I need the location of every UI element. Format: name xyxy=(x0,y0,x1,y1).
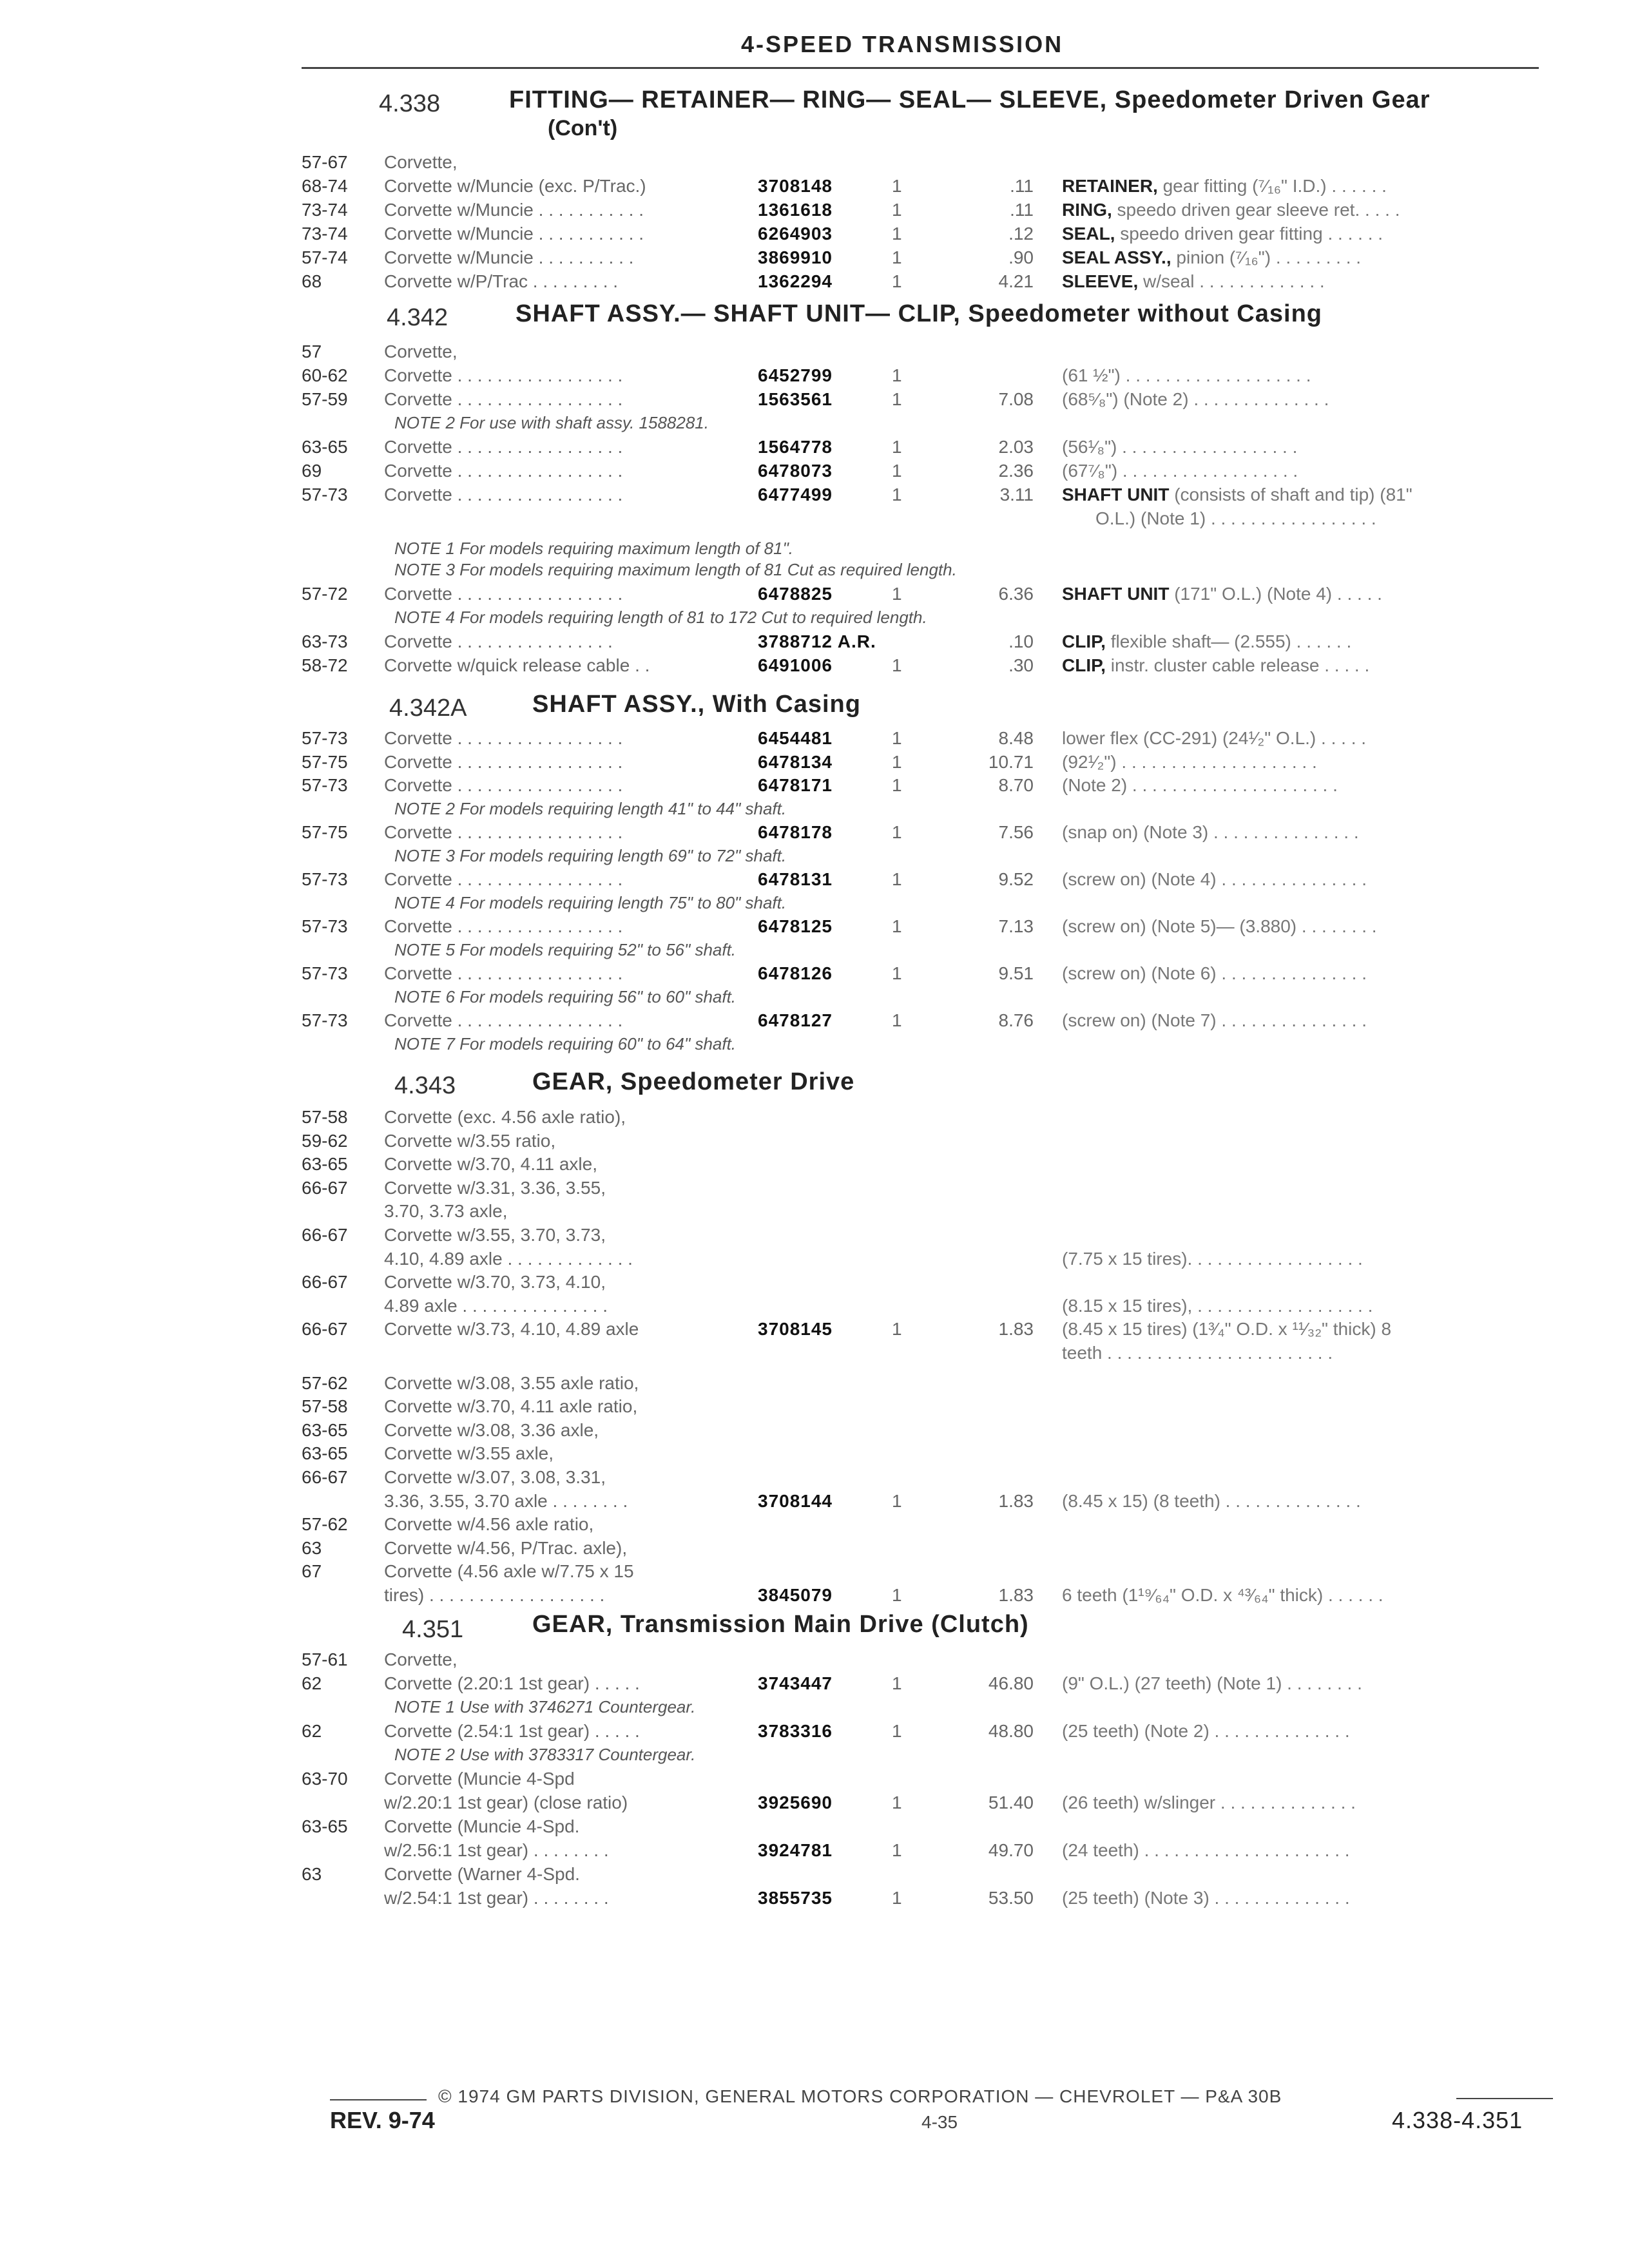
row-model: 3.36, 3.55, 3.70 axle . . . . . . . . xyxy=(384,1490,628,1511)
row-model: Corvette (Warner 4-Spd. xyxy=(384,1864,580,1884)
row-model: Corvette w/Muncie . . . . . . . . . . xyxy=(384,247,634,267)
section-number-4351: 4.351 xyxy=(402,1616,464,1643)
row-price: 7.13 xyxy=(998,916,1034,936)
row-description: (56¹⁄₈") . . . . . . . . . . . . . . . . . . xyxy=(1062,437,1298,457)
row-year: 63-65 xyxy=(302,1816,348,1836)
row-quantity: 1 xyxy=(892,1888,902,1908)
table-row xyxy=(0,1561,1629,1584)
row-part-number: 6478126 xyxy=(758,963,833,983)
row-price: 8.48 xyxy=(998,728,1034,748)
row-year: 57-75 xyxy=(302,822,348,842)
row-model: Corvette w/Muncie (exc. P/Trac.) xyxy=(384,176,646,196)
row-part-number: 3788712 A.R. xyxy=(758,631,876,651)
table-row xyxy=(0,1585,1629,1608)
row-part-number: 3925690 xyxy=(758,1792,833,1812)
row-quantity: 1 xyxy=(892,461,902,481)
row-quantity: 1 xyxy=(892,1840,902,1860)
row-year: 66-67 xyxy=(302,1225,348,1245)
row-year: 66-67 xyxy=(302,1272,348,1293)
table-row xyxy=(0,775,1629,798)
row-model: Corvette . . . . . . . . . . . . . . . . . xyxy=(384,1010,623,1030)
row-description: (24 teeth) . . . . . . . . . . . . . . . . . . . . . xyxy=(1062,1840,1350,1860)
row-model: Corvette . . . . . . . . . . . . . . . . . xyxy=(384,485,623,505)
footer-rule-right xyxy=(1456,2098,1553,2099)
table-row xyxy=(0,1673,1629,1696)
table-row xyxy=(0,1491,1629,1514)
row-quantity: 1 xyxy=(892,655,902,675)
row-part-number: 6478073 xyxy=(758,461,833,481)
row-model: Corvette (Muncie 4-Spd xyxy=(384,1769,575,1789)
row-quantity: 1 xyxy=(892,1490,902,1511)
table-row xyxy=(0,1649,1629,1673)
row-quantity: 1 xyxy=(892,869,902,889)
section-number-4338: 4.338 xyxy=(379,90,441,117)
row-description: (screw on) (Note 4) . . . . . . . . . . . . . . . xyxy=(1062,869,1367,889)
row-year: 62 xyxy=(302,1673,322,1693)
row-model: Corvette . . . . . . . . . . . . . . . . . xyxy=(384,751,623,772)
table-row xyxy=(0,1840,1629,1863)
row-year: 57 xyxy=(302,341,322,361)
table-row xyxy=(0,1721,1629,1744)
row-model: Corvette w/3.55 axle, xyxy=(384,1443,554,1464)
row-price: 9.51 xyxy=(998,963,1034,983)
note-text: NOTE 1 For models requiring maximum length of 81". xyxy=(394,539,794,558)
row-price: 51.40 xyxy=(988,1792,1034,1812)
table-row xyxy=(0,485,1629,508)
row-price: 46.80 xyxy=(988,1673,1034,1693)
row-model: 4.10, 4.89 axle . . . . . . . . . . . . . xyxy=(384,1248,633,1269)
row-price: .90 xyxy=(1008,247,1034,267)
row-quantity: 1 xyxy=(892,365,902,385)
row-description: (26 teeth) w/slinger . . . . . . . . . . . . . . xyxy=(1062,1792,1356,1812)
section-number-4343: 4.343 xyxy=(394,1072,456,1099)
row-quantity: 1 xyxy=(892,1010,902,1030)
row-model: Corvette (2.20:1 1st gear) . . . . . xyxy=(384,1673,640,1693)
row-model: Corvette w/4.56, P/Trac. axle), xyxy=(384,1537,628,1558)
row-description: RING, speedo driven gear sleeve ret. . . . . xyxy=(1062,200,1400,220)
table-row xyxy=(0,1420,1629,1443)
row-quantity: 1 xyxy=(892,775,902,795)
row-quantity: 1 xyxy=(892,176,902,196)
row-model: Corvette w/3.08, 3.36 axle, xyxy=(384,1419,599,1440)
row-description: (92¹⁄₂") . . . . . . . . . . . . . . . . . . . . xyxy=(1062,751,1317,772)
table-row xyxy=(0,152,1629,175)
row-part-number: 6478171 xyxy=(758,775,833,795)
row-price: 8.70 xyxy=(998,775,1034,795)
row-quantity: 1 xyxy=(892,200,902,220)
row-description: SEAL ASSY., pinion (⁷⁄₁₆") . . . . . . . . . xyxy=(1062,247,1362,267)
row-year: 63-70 xyxy=(302,1769,348,1789)
row-model: Corvette w/3.70, 3.73, 4.10, xyxy=(384,1272,606,1293)
row-model: Corvette (4.56 axle w/7.75 x 15 xyxy=(384,1561,634,1582)
row-year: 66-67 xyxy=(302,1467,348,1487)
row-part-number: 3708148 xyxy=(758,176,833,196)
row-part-number: 3708144 xyxy=(758,1490,833,1511)
row-description: (8.15 x 15 tires), . . . . . . . . . . . . . . . . . . xyxy=(1062,1295,1373,1316)
row-price: 10.71 xyxy=(988,751,1034,772)
table-row xyxy=(0,916,1629,939)
row-price: 4.21 xyxy=(998,271,1034,291)
row-price: 8.76 xyxy=(998,1010,1034,1030)
row-model: Corvette . . . . . . . . . . . . . . . . xyxy=(384,631,613,651)
row-part-number: 3708145 xyxy=(758,1319,833,1340)
row-year: 57-62 xyxy=(302,1372,348,1393)
row-part-number: 6264903 xyxy=(758,224,833,244)
row-price: 49.70 xyxy=(988,1840,1034,1860)
section-title-4351: GEAR, Transmission Main Drive (Clutch) xyxy=(532,1611,1029,1638)
table-row xyxy=(0,963,1629,986)
row-price: 7.56 xyxy=(998,822,1034,842)
table-row xyxy=(0,1443,1629,1466)
row-year: 66-67 xyxy=(302,1177,348,1198)
row-year: 57-73 xyxy=(302,728,348,748)
note-text: NOTE 3 For models requiring maximum length of 81 Cut as required length. xyxy=(394,560,957,579)
row-description: CLIP, instr. cluster cable release . . . . . xyxy=(1062,655,1370,675)
table-row xyxy=(0,1225,1629,1248)
row-description: (7.75 x 15 tires). . . . . . . . . . . . . . . . . . xyxy=(1062,1248,1363,1269)
row-year: 69 xyxy=(302,461,322,481)
row-model: Corvette . . . . . . . . . . . . . . . . . xyxy=(384,584,623,604)
table-row xyxy=(0,1319,1629,1342)
row-quantity: 1 xyxy=(892,1721,902,1741)
row-quantity: 1 xyxy=(892,1319,902,1340)
table-row xyxy=(0,869,1629,892)
table-row xyxy=(0,247,1629,271)
row-quantity: 1 xyxy=(892,437,902,457)
table-row xyxy=(0,1154,1629,1177)
row-quantity: 1 xyxy=(892,1673,902,1693)
row-part-number: 6478134 xyxy=(758,751,833,772)
row-description: (9" O.L.) (27 teeth) (Note 1) . . . . . . . . xyxy=(1062,1673,1362,1693)
table-row xyxy=(0,822,1629,845)
section-title-4342a: SHAFT ASSY., With Casing xyxy=(532,691,861,718)
row-year: 63-65 xyxy=(302,1419,348,1440)
row-description: CLIP, flexible shaft— (2.555) . . . . . . xyxy=(1062,631,1352,651)
section-number-4342: 4.342 xyxy=(387,304,448,331)
row-year: 57-73 xyxy=(302,775,348,795)
row-model: Corvette . . . . . . . . . . . . . . . . . xyxy=(384,461,623,481)
row-year: 63-65 xyxy=(302,1443,348,1464)
table-row xyxy=(0,1514,1629,1537)
table-row xyxy=(0,461,1629,484)
row-year: 57-59 xyxy=(302,389,348,409)
row-part-number: 1564778 xyxy=(758,437,833,457)
table-row xyxy=(0,1792,1629,1816)
row-quantity: 1 xyxy=(892,963,902,983)
row-year: 57-72 xyxy=(302,584,348,604)
table-row xyxy=(0,1816,1629,1840)
row-quantity: 1 xyxy=(892,822,902,842)
note-text: NOTE 3 For models requiring length 69" to 72" shaft. xyxy=(394,845,787,865)
footer-page-number: 4-35 xyxy=(921,2112,958,2132)
row-description: RETAINER, gear fitting (⁷⁄₁₆" I.D.) . . . . . . xyxy=(1062,176,1387,196)
row-description: (8.45 x 15) (8 teeth) . . . . . . . . . . . . . . xyxy=(1062,1490,1361,1511)
row-model: Corvette, xyxy=(384,341,458,361)
row-model: Corvette w/Muncie . . . . . . . . . . . xyxy=(384,200,644,220)
row-year: 63-65 xyxy=(302,1154,348,1175)
row-description: (25 teeth) (Note 3) . . . . . . . . . . . . . . xyxy=(1062,1888,1350,1908)
row-model: Corvette . . . . . . . . . . . . . . . . . xyxy=(384,822,623,842)
table-row xyxy=(0,1343,1629,1366)
row-model: Corvette (exc. 4.56 axle ratio), xyxy=(384,1107,626,1127)
row-description: 6 teeth (1¹⁹⁄₆₄" O.D. x ⁴³⁄₆₄" thick) . . . . . . xyxy=(1062,1585,1383,1605)
row-quantity: 1 xyxy=(892,485,902,505)
row-year: 57-73 xyxy=(302,963,348,983)
row-year: 73-74 xyxy=(302,224,348,244)
row-model: Corvette . . . . . . . . . . . . . . . . . xyxy=(384,437,623,457)
section-title-4338: FITTING— RETAINER— RING— SEAL— SLEEVE, Speedometer Driven Gear xyxy=(509,86,1431,113)
row-model: Corvette w/quick release cable . . xyxy=(384,655,650,675)
row-price: 1.83 xyxy=(998,1490,1034,1511)
row-model: Corvette w/3.07, 3.08, 3.31, xyxy=(384,1467,606,1487)
row-description: SEAL, speedo driven gear fitting . . . . . . xyxy=(1062,224,1383,244)
row-description: (snap on) (Note 3) . . . . . . . . . . . . . . . xyxy=(1062,822,1359,842)
row-price: 1.83 xyxy=(998,1585,1034,1605)
table-row xyxy=(0,200,1629,223)
row-part-number: 6491006 xyxy=(758,655,833,675)
row-price: 2.03 xyxy=(998,437,1034,457)
row-model: Corvette w/3.55, 3.70, 3.73, xyxy=(384,1225,606,1245)
row-model: Corvette (Muncie 4-Spd. xyxy=(384,1816,580,1836)
footer-section-range: 4.338-4.351 xyxy=(1392,2107,1523,2133)
row-description: (67⁷⁄₈") . . . . . . . . . . . . . . . . . . xyxy=(1062,461,1298,481)
table-row xyxy=(0,176,1629,199)
row-model: Corvette w/Muncie . . . . . . . . . . . xyxy=(384,224,644,244)
row-quantity: 1 xyxy=(892,247,902,267)
section-number-4342a: 4.342A xyxy=(389,695,467,722)
table-row xyxy=(0,1249,1629,1272)
row-price: .12 xyxy=(1008,224,1034,244)
row-description: (screw on) (Note 5)— (3.880) . . . . . . . . xyxy=(1062,916,1377,936)
row-price: 3.11 xyxy=(999,485,1034,505)
footer-revision: REV. 9-74 xyxy=(330,2107,435,2133)
table-row xyxy=(0,1178,1629,1201)
row-year: 60-62 xyxy=(302,365,348,385)
row-part-number: 6452799 xyxy=(758,365,833,385)
row-part-number: 3743447 xyxy=(758,1673,833,1693)
row-year: 67 xyxy=(302,1561,322,1582)
row-part-number: 6477499 xyxy=(758,485,833,505)
row-price: 2.36 xyxy=(998,461,1034,481)
row-model: Corvette . . . . . . . . . . . . . . . . . xyxy=(384,775,623,795)
row-model: Corvette, xyxy=(384,1649,458,1669)
row-part-number: 1362294 xyxy=(758,271,833,291)
row-description: (Note 2) . . . . . . . . . . . . . . . . . . . . . xyxy=(1062,775,1338,795)
row-year: 57-74 xyxy=(302,247,348,267)
row-part-number: 6478127 xyxy=(758,1010,833,1030)
row-description: O.L.) (Note 1) . . . . . . . . . . . . . . . . . xyxy=(1095,508,1376,528)
row-model: Corvette w/P/Trac . . . . . . . . . xyxy=(384,271,619,291)
row-year: 57-75 xyxy=(302,751,348,772)
row-part-number: 6478125 xyxy=(758,916,833,936)
note-text: NOTE 1 Use with 3746271 Countergear. xyxy=(394,1697,696,1716)
row-price: .11 xyxy=(1010,176,1034,196)
row-part-number: 1563561 xyxy=(758,389,833,409)
row-model: Corvette w/3.70, 4.11 axle ratio, xyxy=(384,1396,638,1417)
row-year: 57-61 xyxy=(302,1649,348,1669)
row-quantity: 1 xyxy=(892,1585,902,1605)
table-row xyxy=(0,728,1629,751)
row-model: 3.70, 3.73 axle, xyxy=(384,1201,508,1222)
table-row xyxy=(0,1467,1629,1490)
row-description: (25 teeth) (Note 2) . . . . . . . . . . . . . . xyxy=(1062,1721,1350,1741)
row-year: 57-62 xyxy=(302,1514,348,1535)
row-model: Corvette w/4.56 axle ratio, xyxy=(384,1514,594,1535)
row-price: 9.52 xyxy=(998,869,1034,889)
row-year: 57-73 xyxy=(302,916,348,936)
row-model: Corvette w/3.08, 3.55 axle ratio, xyxy=(384,1372,639,1393)
row-price: 7.08 xyxy=(998,389,1034,409)
row-model: Corvette . . . . . . . . . . . . . . . . . xyxy=(384,869,623,889)
row-description: (68⁵⁄₈") (Note 2) . . . . . . . . . . . . . . xyxy=(1062,389,1329,409)
row-model: Corvette w/3.55 ratio, xyxy=(384,1130,556,1151)
row-year: 58-72 xyxy=(302,655,348,675)
table-row xyxy=(0,584,1629,607)
row-model: 4.89 axle . . . . . . . . . . . . . . . xyxy=(384,1295,608,1316)
row-description: (screw on) (Note 7) . . . . . . . . . . . . . . . xyxy=(1062,1010,1367,1030)
row-description: (61 ½") . . . . . . . . . . . . . . . . . . . xyxy=(1062,365,1311,385)
row-part-number: 6478178 xyxy=(758,822,833,842)
row-year: 68-74 xyxy=(302,176,348,196)
table-row xyxy=(0,389,1629,412)
row-model: Corvette w/3.70, 4.11 axle, xyxy=(384,1154,597,1175)
note-text: NOTE 2 For models requiring length 41" to 44" shaft. xyxy=(394,798,787,818)
row-quantity: 1 xyxy=(892,916,902,936)
row-year: 57-73 xyxy=(302,485,348,505)
section-continued: (Con't) xyxy=(548,116,618,140)
table-row xyxy=(0,341,1629,365)
row-model: w/2.20:1 1st gear) (close ratio) xyxy=(384,1792,628,1812)
row-part-number: 3869910 xyxy=(758,247,833,267)
note-text: NOTE 6 For models requiring 56" to 60" shaft. xyxy=(394,986,737,1006)
row-price: 48.80 xyxy=(988,1721,1034,1741)
row-year: 57-58 xyxy=(302,1107,348,1127)
row-quantity: 1 xyxy=(892,389,902,409)
row-description: SHAFT UNIT (consists of shaft and tip) (81" xyxy=(1062,485,1412,505)
row-description: (screw on) (Note 6) . . . . . . . . . . . . . . . xyxy=(1062,963,1367,983)
row-price: 6.36 xyxy=(998,584,1034,604)
row-price: .10 xyxy=(1008,631,1034,651)
table-row xyxy=(0,1201,1629,1224)
footer-copyright: © 1974 GM PARTS DIVISION, GENERAL MOTORS CORPORATION — CHEVROLET — P&A 30B xyxy=(438,2086,1282,2106)
row-year: 57-73 xyxy=(302,1010,348,1030)
table-row xyxy=(0,631,1629,655)
row-part-number: 1361618 xyxy=(758,200,833,220)
row-model: w/2.54:1 1st gear) . . . . . . . . xyxy=(384,1888,609,1908)
row-part-number: 3924781 xyxy=(758,1840,833,1860)
row-year: 63-73 xyxy=(302,631,348,651)
row-quantity: 1 xyxy=(892,584,902,604)
table-row xyxy=(0,1864,1629,1887)
row-description: SLEEVE, w/seal . . . . . . . . . . . . . xyxy=(1062,271,1325,291)
section-title-4342: SHAFT ASSY.— SHAFT UNIT— CLIP, Speedometer without Casing xyxy=(516,300,1322,327)
row-year: 57-73 xyxy=(302,869,348,889)
row-model: Corvette . . . . . . . . . . . . . . . . . xyxy=(384,389,623,409)
table-row xyxy=(0,1888,1629,1911)
note-text: NOTE 2 Use with 3783317 Countergear. xyxy=(394,1745,696,1764)
row-description: SHAFT UNIT (171" O.L.) (Note 4) . . . . . xyxy=(1062,584,1382,604)
table-row xyxy=(0,365,1629,389)
header-rule xyxy=(302,67,1539,69)
table-row xyxy=(0,1010,1629,1033)
row-part-number: 6454481 xyxy=(758,728,833,748)
note-text: NOTE 4 For models requiring length of 81 to 172 Cut to required length. xyxy=(394,608,927,627)
row-model: Corvette . . . . . . . . . . . . . . . . . xyxy=(384,916,623,936)
note-text: NOTE 5 For models requiring 52" to 56" shaft. xyxy=(394,939,737,959)
table-row xyxy=(0,1373,1629,1396)
row-part-number: 6478131 xyxy=(758,869,833,889)
table-row xyxy=(0,752,1629,775)
row-year: 63-65 xyxy=(302,437,348,457)
row-model: Corvette . . . . . . . . . . . . . . . . . xyxy=(384,365,623,385)
row-description: lower flex (CC-291) (24¹⁄₂" O.L.) . . . . . xyxy=(1062,728,1367,748)
row-part-number: 6478825 xyxy=(758,584,833,604)
row-price: 1.83 xyxy=(998,1319,1034,1340)
row-year: 59-62 xyxy=(302,1130,348,1151)
row-model: Corvette w/3.73, 4.10, 4.89 axle xyxy=(384,1319,639,1340)
row-quantity: 1 xyxy=(892,728,902,748)
row-part-number: 3783316 xyxy=(758,1721,833,1741)
row-year: 66-67 xyxy=(302,1319,348,1340)
row-year: 68 xyxy=(302,271,322,291)
note-text: NOTE 7 For models requiring 60" to 64" shaft. xyxy=(394,1033,737,1053)
table-row xyxy=(0,1296,1629,1319)
row-year: 63 xyxy=(302,1864,322,1884)
row-quantity: 1 xyxy=(892,1792,902,1812)
row-quantity: 1 xyxy=(892,224,902,244)
note-text: NOTE 4 For models requiring length 75" to 80" shaft. xyxy=(394,892,787,912)
row-model: Corvette . . . . . . . . . . . . . . . . . xyxy=(384,963,623,983)
table-row xyxy=(0,655,1629,678)
table-row xyxy=(0,437,1629,460)
row-price: 53.50 xyxy=(988,1888,1034,1908)
row-model: w/2.56:1 1st gear) . . . . . . . . xyxy=(384,1840,609,1860)
row-part-number: 3855735 xyxy=(758,1888,833,1908)
row-description: teeth . . . . . . . . . . . . . . . . . . . . . . . xyxy=(1062,1343,1333,1363)
row-model: Corvette, xyxy=(384,152,458,172)
table-row xyxy=(0,224,1629,247)
row-price: .30 xyxy=(1008,655,1034,675)
table-row xyxy=(0,1769,1629,1792)
row-year: 62 xyxy=(302,1721,322,1741)
row-model: Corvette w/3.31, 3.36, 3.55, xyxy=(384,1177,606,1198)
row-year: 57-67 xyxy=(302,152,348,172)
note-text: NOTE 2 For use with shaft assy. 1588281. xyxy=(394,413,709,432)
section-title-4343: GEAR, Speedometer Drive xyxy=(532,1068,855,1095)
page-title: 4-SPEED TRANSMISSION xyxy=(741,31,1064,57)
row-model: tires) . . . . . . . . . . . . . . . . . . xyxy=(384,1585,605,1605)
table-row xyxy=(0,1396,1629,1419)
row-price: .11 xyxy=(1010,200,1034,220)
description-continued xyxy=(0,508,1629,532)
row-model: Corvette . . . . . . . . . . . . . . . . . xyxy=(384,728,623,748)
footer-rule-left xyxy=(330,2099,427,2100)
row-year: 57-58 xyxy=(302,1396,348,1417)
row-description: (8.45 x 15 tires) (1³⁄₄" O.D. x ¹¹⁄₃₂" thick) 8 xyxy=(1062,1319,1392,1340)
row-model: Corvette (2.54:1 1st gear) . . . . . xyxy=(384,1721,640,1741)
table-row xyxy=(0,1272,1629,1295)
table-row xyxy=(0,1107,1629,1130)
table-row xyxy=(0,1538,1629,1561)
table-row xyxy=(0,1131,1629,1154)
row-year: 63 xyxy=(302,1537,322,1558)
row-quantity: 1 xyxy=(892,751,902,772)
table-row xyxy=(0,271,1629,294)
row-part-number: 3845079 xyxy=(758,1585,833,1605)
row-year: 73-74 xyxy=(302,200,348,220)
row-quantity: 1 xyxy=(892,271,902,291)
